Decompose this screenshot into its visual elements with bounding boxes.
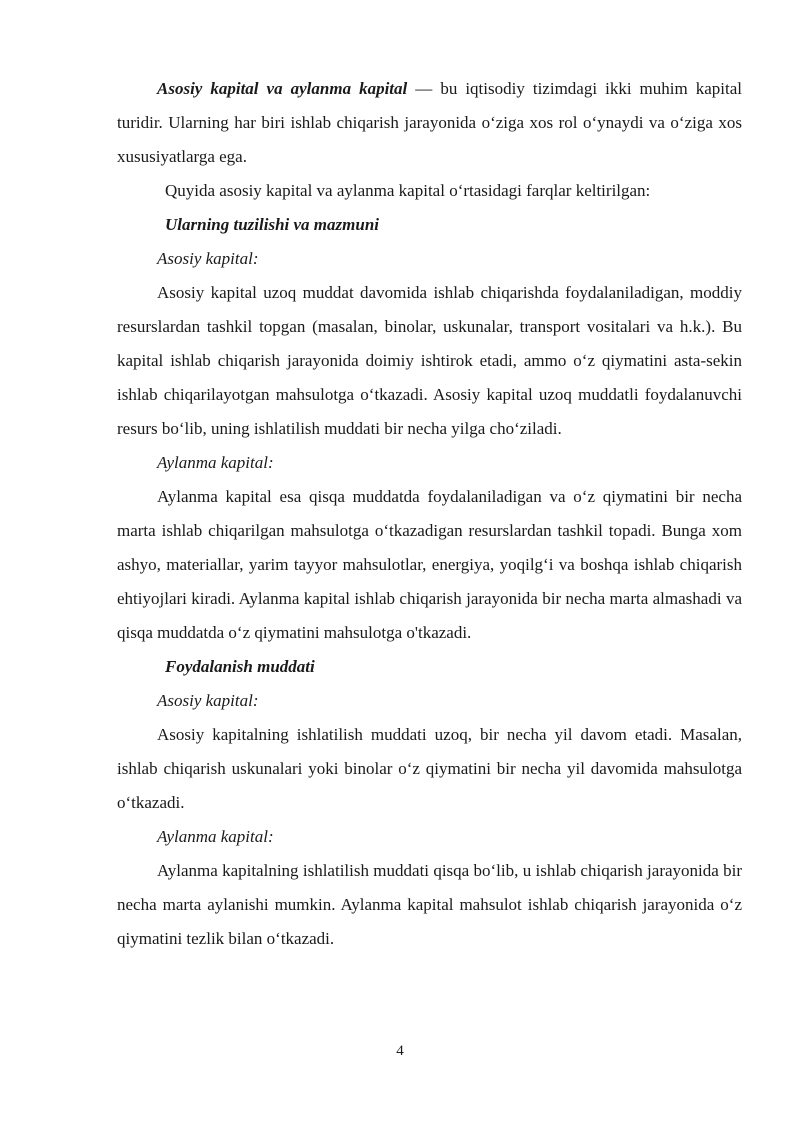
intro-lead-term: Asosiy kapital va aylanma kapital	[157, 79, 408, 98]
section1-asosiy-label: Asosiy kapital:	[157, 249, 259, 268]
subtitle: Quyida asosiy kapital va aylanma kapital o‘rtasidagi farqlar keltirilgan:	[165, 181, 651, 200]
section1-aylanma-label: Aylanma kapital:	[157, 453, 274, 472]
section2-aylanma-label: Aylanma kapital:	[157, 827, 274, 846]
intro-text: bu iqtisodiy tizimdagi ikki muhim kapital turidir. Ularning har biri ishlab chiqarish jarayonida o‘ziga xos rol o‘ynaydi va o‘ziga xos xususiyatlarga ega.	[117, 79, 743, 166]
section2-aylanma-paragraph: Aylanma kapitalning ishlatilish muddati qisqa bo‘lib, u ishlab chiqarish jarayonida bir necha marta aylanishi mumkin. Aylanma kapital mahsulot ishlab chiqarish jarayonida o‘z qiymatini tezlik bilan o‘tkazadi.	[117, 861, 742, 948]
section2-heading: Foydalanish muddati	[165, 657, 315, 676]
intro-paragraph	[117, 72, 742, 174]
section1-asosiy-paragraph: Asosiy kapital uzoq muddat davomida ishlab chiqarishda foydalaniladigan, moddiy resurslardan tashkil topgan (masalan, binolar, uskunalar, transport vositalari va h.k.). Bu kapital ishlab chiqarish jarayonida doimiy ishtirok etadi, ammo o‘z qiymatini asta-sekin ishlab chiqarilayotgan mahsulotga o‘tkazadi. Asosiy kapital uzoq muddatli foydalanuvchi resurs bo‘lib, uning ishlatilish muddati bir necha yilga cho‘ziladi.	[117, 283, 742, 438]
section1-heading: Ularning tuzilishi va mazmuni	[165, 215, 379, 234]
section2-asosiy-label: Asosiy kapital:	[157, 691, 259, 710]
section1-aylanma-paragraph: Aylanma kapital esa qisqa muddatda foydalaniladigan va o‘z qiymatini bir necha marta ishlab chiqarilgan mahsulotga o‘tkazadigan resurslardan tashkil topadi. Bunga xom ashyo, materiallar, yarim tayyor mahsulotlar, energiya, yoqilg‘i va boshqa ishlab chiqarish ehtiyojlari kiradi. Aylanma kapital ishlab chiqarish jarayonida bir necha marta almashadi va qisqa muddatda o‘z qiymatini mahsulotga o'tkazadi.	[117, 487, 742, 642]
document-page	[117, 72, 742, 956]
page-number: 4	[396, 1043, 404, 1059]
section2-asosiy-paragraph: Asosiy kapitalning ishlatilish muddati uzoq, bir necha yil davom etadi. Masalan, ishlab chiqarish uskunalari yoki binolar o‘z qiymatini bir necha yil davomida mahsulotga o‘tkazadi.	[117, 725, 742, 812]
intro-dash: —	[407, 79, 441, 98]
